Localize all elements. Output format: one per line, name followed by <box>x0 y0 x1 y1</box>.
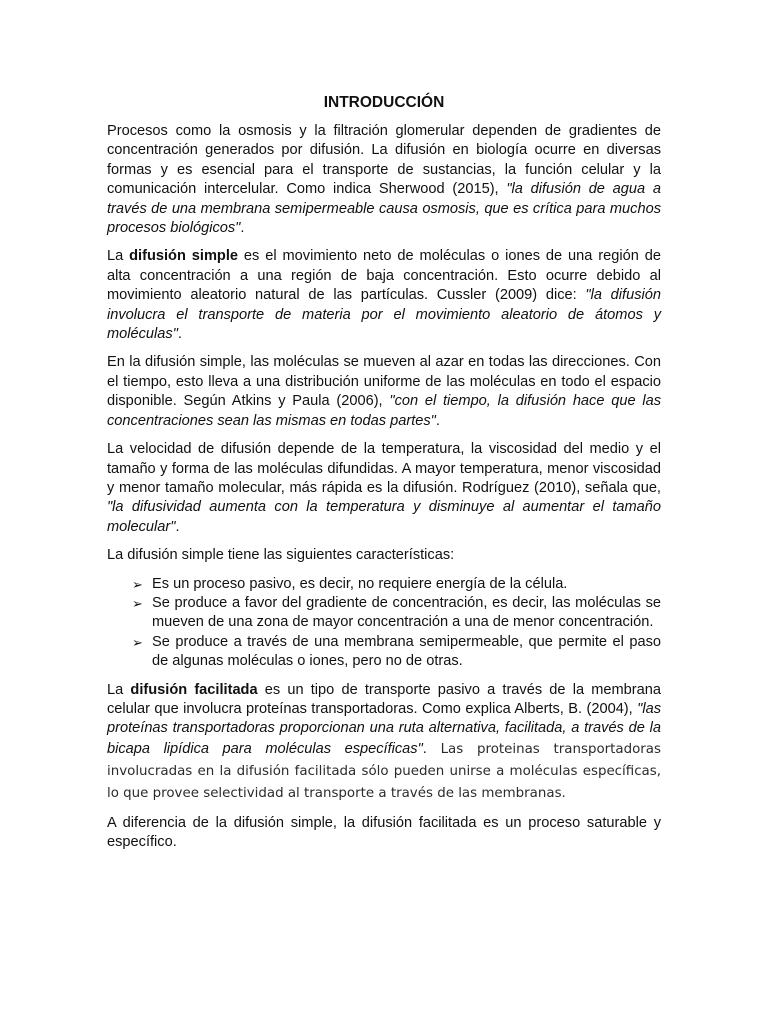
term-difusion-facilitada: difusión facilitada <box>130 681 258 698</box>
paragraph-intro-end: . <box>240 220 245 237</box>
list-item-text: Se produce a favor del gradiente de concentración, es decir, las moléculas se mueven de una zona de mayor concentración a una de menor concentración. <box>152 594 661 631</box>
paragraph-intro <box>107 122 661 238</box>
paragraph-facilitated-diffusion-end: . <box>422 740 427 757</box>
list-item-text: Se produce a través de una membrana semipermeable, que permite el paso de algunas moléculas o iones, pero no de otras. <box>152 633 661 670</box>
quote-alberts: "las proteínas transportadoras proporcionan una ruta alternativa, facilitada, a través de la bicapa lipídica para moléculas específicas" <box>107 700 661 757</box>
paragraph-facilitated-diffusion-pre: La <box>107 681 131 698</box>
paragraph-simple-diffusion-end: . <box>177 326 182 343</box>
quote-cussler: "la difusión involucra el transporte de materia por el movimiento aleatorio de átomos y moléculas" <box>107 287 661 343</box>
quote-rodriguez: "la difusividad aumenta con la temperatura y disminuye al aumentar el tamaño molecular" <box>107 499 661 535</box>
paragraph-characteristics-intro: La difusión simple tiene las siguientes características: <box>107 547 455 564</box>
document-body <box>107 93 661 862</box>
quote-atkins-paula: "con el tiempo, la difusión hace que las concentraciones sean las mismas en todas partes" <box>107 393 661 429</box>
paragraph-simple-diffusion-pre: La <box>107 248 130 265</box>
paragraph-facilitated-diffusion <box>107 681 661 805</box>
paragraph-random-motion-text: En la difusión simple, las moléculas se mueven al azar en todas las direcciones. Con el tiempo, esto lleva a una distribución uniforme de las moléculas en todo el espacio disponible. Según Atkins y Paula (2006), <box>107 354 661 410</box>
list-item <box>132 633 661 672</box>
arrow-bullet-icon: ➢ <box>132 576 143 592</box>
quote-sherwood: "la difusión de agua a través de una membrana semipermeable causa osmosis, que es crítica para muchos procesos biológicos" <box>107 181 662 237</box>
arrow-bullet-icon: ➢ <box>132 634 143 650</box>
arrow-bullet-icon: ➢ <box>132 595 143 611</box>
list-item <box>132 594 661 633</box>
term-difusion-simple: difusión simple <box>129 248 239 265</box>
list-item <box>132 575 661 594</box>
page-title: INTRODUCCIÓN <box>323 94 445 111</box>
paragraph-random-motion-end: . <box>435 412 440 429</box>
paragraph-intro-text: Procesos como la osmosis y la filtración glomerular dependen de gradientes de concentración generados por difusión. La difusión en biología ocurre en diversas formas y es esencial para el transporte de sustancias, la función celular y la comunicación intercelular. Como indica Sherwood (2015), <box>107 123 661 198</box>
paragraph-simple-diffusion-text: es el movimiento neto de moléculas o iones de una región de alta concentración a una región de baja concentración. Esto ocurre debido al movimiento aleatorio natural de las partículas. Cussler (2009) dice: <box>107 248 662 304</box>
paragraph-comparison: A diferencia de la difusión simple, la difusión facilitada es un proceso saturable y específico. <box>107 814 661 851</box>
paragraph-simple-diffusion <box>107 247 661 344</box>
paragraph-facilitated-diffusion-alt-text: Las proteinas transportadoras involucradas en la difusión facilitada sólo pueden unirse a moléculas específicas, lo que provee selectividad al transporte a través de las membranas. <box>107 741 661 801</box>
paragraph-diffusion-rate-end: . <box>175 518 180 535</box>
paragraph-random-motion <box>107 353 661 431</box>
paragraph-diffusion-rate <box>107 440 661 537</box>
characteristics-list <box>107 575 661 672</box>
list-item-text: Es un proceso pasivo, es decir, no requiere energía de la célula. <box>152 575 568 592</box>
paragraph-diffusion-rate-text: La velocidad de difusión depende de la temperatura, la viscosidad del medio y el tamaño y forma de las moléculas difundidas. A mayor temperatura, menor viscosidad y menor tamaño molecular, más rápida es la difusión. Rodríguez (2010), señala que, <box>107 441 661 496</box>
paragraph-facilitated-diffusion-text: es un tipo de transporte pasivo a través de la membrana celular que involucra proteínas transportadoras. Como explica Alberts, B. (2004), <box>107 681 661 717</box>
